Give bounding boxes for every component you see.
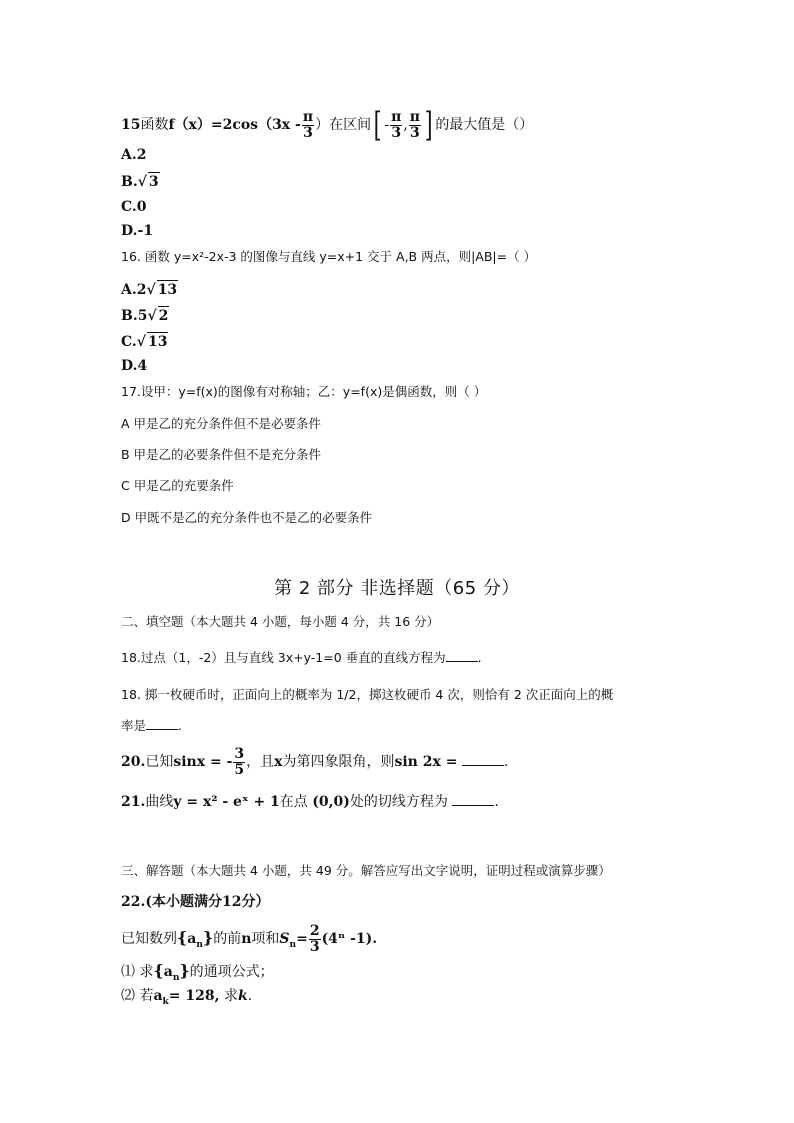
q15-interval-low: $\frac{\pi}{3}$ (391, 108, 402, 141)
left-bracket: [ (373, 105, 382, 145)
answer-blank (452, 805, 494, 806)
q15-stem: 15函数f（x）=2cos（3x - $\frac{\pi}{3}$ ）在区间[ - $\frac{\pi}{3}$ , $\frac{\pi}{3}$ ] 的最大值是（） (121, 105, 534, 145)
q16-stem: 16. 函数 y=x²-2x-3 的图像与直线 y=x+1 交于 A,B 两点，则|AB|=（ ） (121, 249, 537, 264)
answer-blank (462, 765, 504, 766)
q16-option-c: C.√ 13 (121, 334, 168, 350)
q15-option-a: A.2 (121, 147, 147, 163)
q15-option-c: C.0 (121, 199, 147, 215)
sqrt-3: 3 (148, 174, 159, 190)
q20: 20.已知sinx = - $\frac{3}{5}$ ，且x为第四象限角，则sin 2x = . (121, 745, 509, 778)
q15-function: f（x）=2cos（3x - (168, 117, 301, 133)
fill-in-header: 二、填空题（本大题共 4 小题，每小题 4 分，共 16 分） (121, 614, 440, 629)
q18a: 18.过点（1，-2）且与直线 3x+y-1=0 垂直的直线方程为 . (121, 650, 482, 665)
q15-interval-high: $\frac{\pi}{3}$ (409, 108, 421, 141)
q15-text-a: 函数 (140, 117, 169, 133)
q15-option-b: B.√ 3 (121, 174, 159, 190)
q15-text-b: 在区间 (329, 117, 372, 133)
q17-option-a: A 甲是乙的充分条件但不是必要条件 (121, 416, 322, 431)
q21: 21.曲线y = x² - eˣ + 1在点 (0,0)处的切线方程为 . (121, 794, 499, 810)
answer-blank (446, 661, 478, 662)
q15-option-d: D.-1 (121, 223, 154, 239)
q15-text-c: 的最大值是（） (435, 117, 534, 133)
q15-number: 15 (121, 117, 141, 133)
q16-option-b: B.5√ 2 (121, 308, 169, 324)
q22-title: 22.(本小题满分12分） (121, 894, 270, 910)
q17-stem: 17.设甲：y=f(x)的图像有对称轴；乙：y=f(x)是偶函数，则（ ） (121, 384, 487, 399)
q22-part1: ⑴ 求$\{a_n\}$的通项公式； (121, 961, 274, 983)
q18b-line2: 率是 . (121, 718, 182, 733)
q22-part2: ⑵ 若$a_k= 128$, 求k. (121, 988, 253, 1007)
q17-option-b: B 甲是乙的必要条件但不是充分条件 (121, 447, 322, 462)
fraction-2-3: $\frac{2}{3}$ (309, 922, 320, 955)
q22-stem: 已知数列$\{a_n\}$的前n项和$S_n=$ $\frac{2}{3}$ (4ⁿ -1). (121, 922, 378, 955)
solution-header: 三、解答题（本大题共 4 小题，共 49 分。解答应写出文字说明，证明过程或演算步骤） (121, 863, 611, 878)
q16-option-d: D.4 (121, 358, 148, 374)
part2-title: 第 2 部分 非选择题（65 分） (274, 578, 520, 599)
fraction-3-5: $\frac{3}{5}$ (234, 745, 245, 778)
q15-fraction-pi-3: $\frac{\pi}{3}$ (302, 108, 314, 141)
q17-option-d: D 甲既不是乙的充分条件也不是乙的必要条件 (121, 510, 373, 525)
q17-option-c: C 甲是乙的充要条件 (121, 478, 234, 493)
q16-option-a: A.2√ 13 (121, 282, 178, 298)
right-bracket: ] (424, 105, 433, 145)
answer-blank (146, 729, 178, 730)
q18b-line1: 18. 掷一枚硬币时，正面向上的概率为 1/2，掷这枚硬币 4 次，则恰有 2 次正面向上的概 (121, 687, 614, 702)
